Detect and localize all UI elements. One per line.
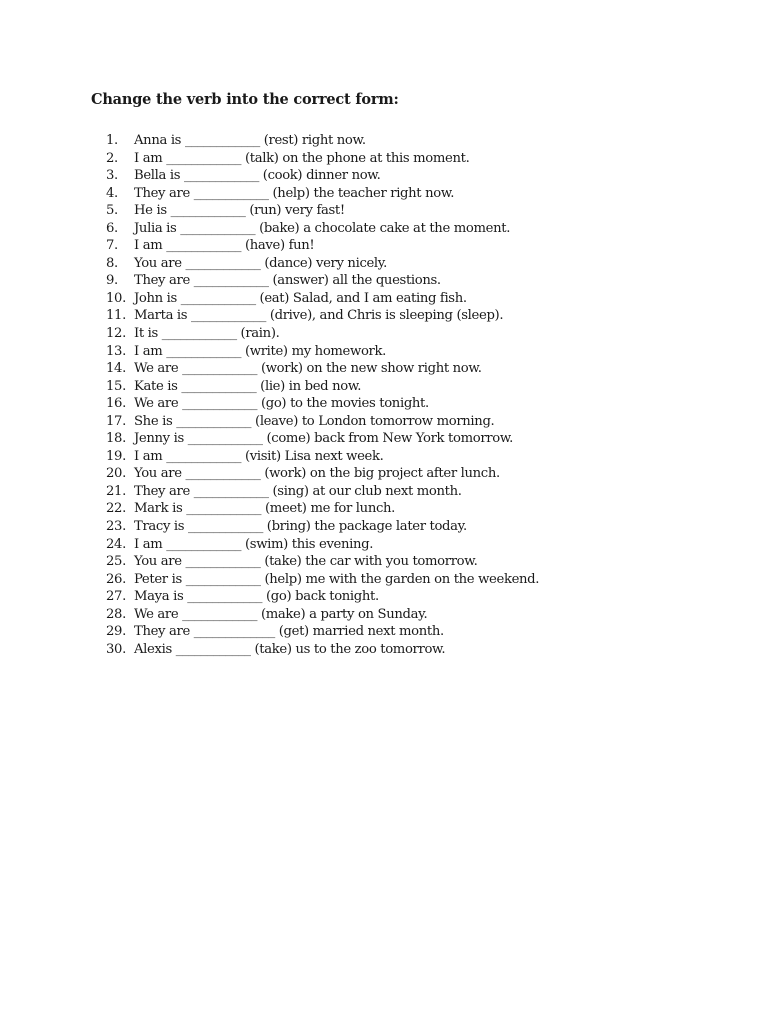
exercise-number: 11.	[106, 308, 126, 324]
exercise-item	[106, 536, 539, 554]
exercise-number: 26.	[106, 571, 126, 587]
exercise-item	[106, 571, 539, 589]
exercise-item	[106, 378, 539, 396]
exercise-number: 10.	[106, 290, 126, 306]
exercise-number: 30.	[106, 641, 126, 657]
exercise-number: 4.	[106, 185, 118, 201]
exercise-sentence: You are ____________ (dance) very nicely.	[134, 255, 387, 271]
exercise-item	[106, 623, 539, 641]
exercise-item	[106, 553, 539, 571]
exercise-sentence: Kate is ____________ (lie) in bed now.	[134, 378, 362, 394]
exercise-sentence: We are ____________ (make) a party on Sunday.	[134, 606, 428, 622]
exercise-number: 24.	[106, 536, 126, 552]
exercise-item	[106, 343, 539, 361]
exercise-sentence: They are ____________ (sing) at our club next month.	[134, 483, 462, 499]
exercise-sentence: We are ____________ (go) to the movies tonight.	[134, 396, 429, 412]
exercise-item	[106, 325, 539, 343]
exercise-sentence: I am ____________ (write) my homework.	[134, 343, 386, 359]
exercise-sentence: Maya is ____________ (go) back tonight.	[134, 589, 379, 605]
exercise-sentence: Tracy is ____________ (bring) the package later today.	[134, 519, 467, 535]
exercise-number: 13.	[106, 343, 126, 359]
exercise-sentence: They are ____________ (answer) all the questions.	[134, 273, 441, 289]
exercise-item	[106, 132, 539, 150]
exercise-item	[106, 307, 539, 325]
exercise-sentence: She is ____________ (leave) to London tomorrow morning.	[134, 413, 495, 429]
exercise-sentence: You are ____________ (work) on the big project after lunch.	[134, 466, 500, 482]
exercise-item	[106, 430, 539, 448]
exercise-number: 29.	[106, 624, 126, 640]
exercise-sentence: We are ____________ (work) on the new show right now.	[134, 361, 482, 377]
exercise-sentence: Mark is ____________ (meet) me for lunch.	[134, 501, 395, 517]
exercise-number: 5.	[106, 203, 118, 219]
exercise-number: 28.	[106, 606, 126, 622]
exercise-sentence: It is ____________ (rain).	[134, 326, 280, 342]
exercise-item	[106, 220, 539, 238]
exercise-number: 14.	[106, 361, 126, 377]
exercise-number: 12.	[106, 326, 126, 342]
exercise-number: 2.	[106, 150, 118, 166]
exercise-sentence: Alexis ____________ (take) us to the zoo tomorrow.	[134, 641, 446, 657]
exercise-number: 3.	[106, 168, 118, 184]
exercise-item	[106, 150, 539, 168]
exercise-number: 22.	[106, 501, 126, 517]
exercise-item	[106, 185, 539, 203]
exercise-number: 15.	[106, 378, 126, 394]
exercise-item	[106, 641, 539, 659]
exercise-list	[106, 132, 539, 658]
exercise-sentence: Peter is ____________ (help) me with the garden on the weekend.	[134, 571, 540, 587]
exercise-sentence: I am ____________ (have) fun!	[134, 238, 315, 254]
exercise-item	[106, 588, 539, 606]
exercise-item	[106, 483, 539, 501]
exercise-sentence: Marta is ____________ (drive), and Chris is sleeping (sleep).	[134, 308, 504, 324]
worksheet-title: Change the verb into the correct form:	[91, 91, 399, 108]
exercise-number: 9.	[106, 273, 118, 289]
exercise-item	[106, 413, 539, 431]
exercise-sentence: Julia is ____________ (bake) a chocolate cake at the moment.	[134, 220, 511, 236]
exercise-item	[106, 255, 539, 273]
exercise-sentence: I am ____________ (visit) Lisa next week.	[134, 448, 384, 464]
exercise-sentence: He is ____________ (run) very fast!	[134, 203, 345, 219]
exercise-number: 7.	[106, 238, 118, 254]
exercise-item	[106, 500, 539, 518]
exercise-item	[106, 167, 539, 185]
exercise-number: 19.	[106, 448, 126, 464]
exercise-number: 20.	[106, 466, 126, 482]
exercise-number: 27.	[106, 589, 126, 605]
exercise-sentence: They are _____________ (get) married next month.	[134, 624, 444, 640]
exercise-item	[106, 290, 539, 308]
exercise-number: 23.	[106, 519, 126, 535]
exercise-item	[106, 237, 539, 255]
exercise-sentence: Anna is ____________ (rest) right now.	[134, 133, 366, 148]
exercise-number: 6.	[106, 220, 118, 236]
exercise-number: 25.	[106, 554, 126, 570]
exercise-item	[106, 465, 539, 483]
exercise-item	[106, 395, 539, 413]
exercise-item	[106, 518, 539, 536]
exercise-number: 17.	[106, 413, 126, 429]
exercise-sentence: I am ____________ (swim) this evening.	[134, 536, 374, 552]
exercise-item	[106, 606, 539, 624]
exercise-sentence: I am ____________ (talk) on the phone at this moment.	[134, 150, 470, 166]
exercise-number: 21.	[106, 483, 126, 499]
exercise-sentence: Jenny is ____________ (come) back from New York tomorrow.	[134, 431, 514, 447]
exercise-item	[106, 272, 539, 290]
exercise-number: 1.	[106, 133, 118, 148]
exercise-sentence: They are ____________ (help) the teacher right now.	[134, 185, 455, 201]
exercise-sentence: John is ____________ (eat) Salad, and I am eating fish.	[134, 290, 467, 306]
exercise-sentence: You are ____________ (take) the car with you tomorrow.	[134, 554, 478, 570]
exercise-sentence: Bella is ____________ (cook) dinner now.	[134, 168, 381, 184]
exercise-number: 8.	[106, 255, 118, 271]
exercise-number: 16.	[106, 396, 126, 412]
exercise-number: 18.	[106, 431, 126, 447]
exercise-item	[106, 448, 539, 466]
exercise-item	[106, 360, 539, 378]
exercise-item	[106, 202, 539, 220]
